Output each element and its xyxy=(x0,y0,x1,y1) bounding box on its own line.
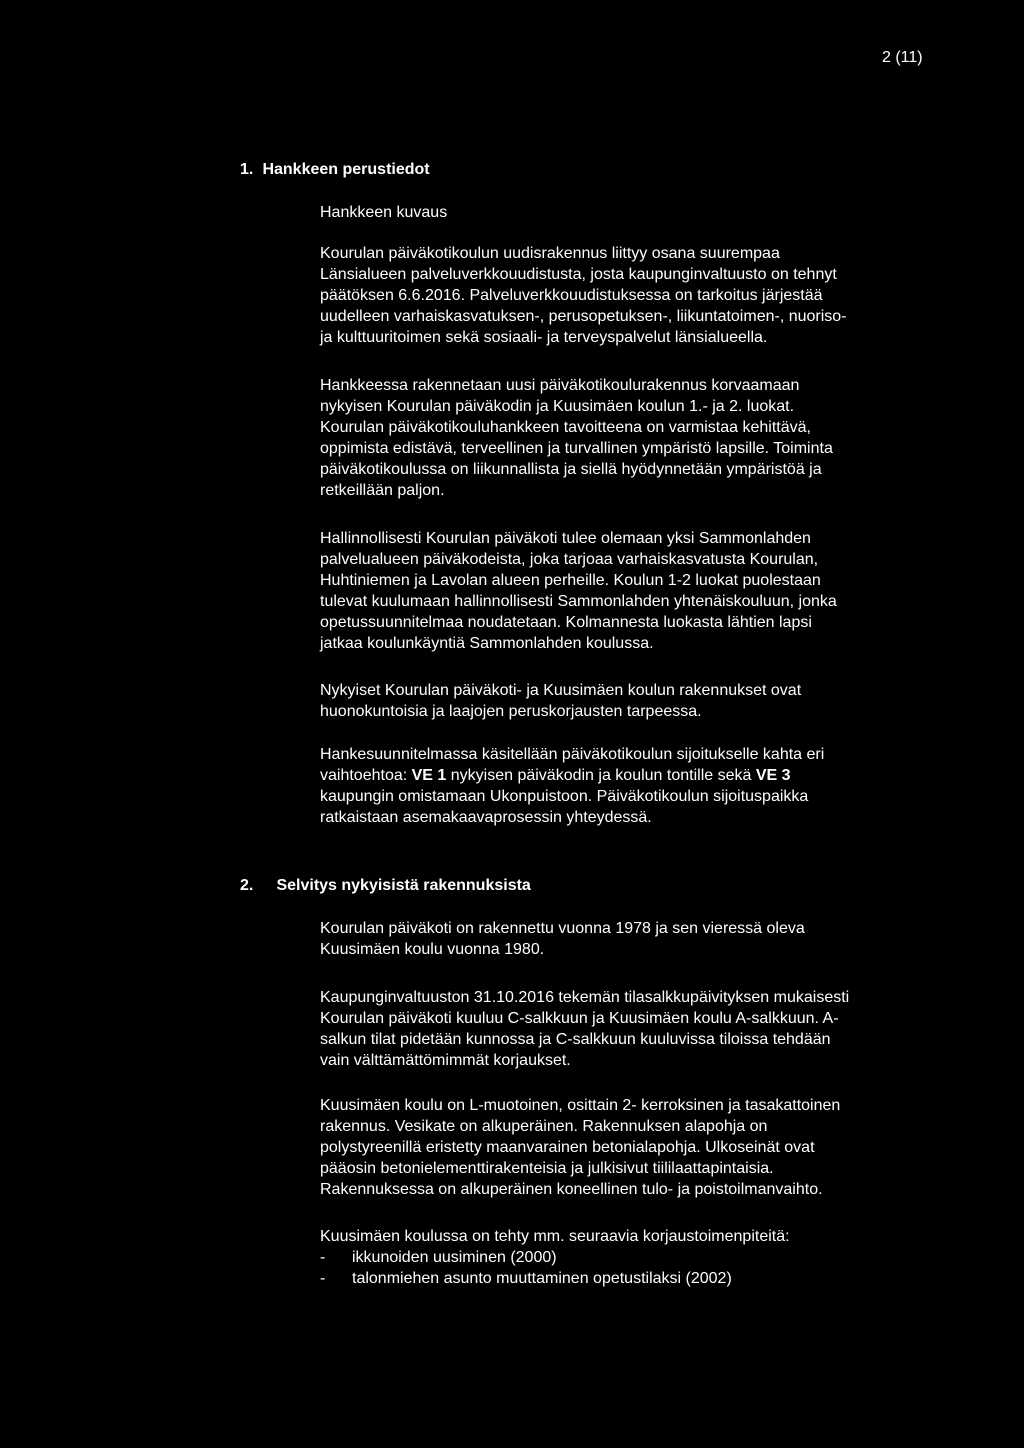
text-line: salkun tilat pidetään kunnossa ja C-salkkuun kuuluvissa tiloissa tehdään xyxy=(320,1031,831,1048)
section-2-title: Selvitys nykyisistä rakennuksista xyxy=(276,877,531,894)
text-line: nykyisen Kourulan päiväkodin ja Kuusimäen koulun 1.- ja 2. luokat. xyxy=(320,398,795,415)
list-item xyxy=(320,1268,732,1289)
section-1-number: 1. xyxy=(240,161,254,178)
section-1-paragraph-2 xyxy=(320,375,960,501)
text-line: Kourulan päiväkoti on rakennettu vuonna 1978 ja sen vieressä oleva xyxy=(320,920,805,937)
section-1-title: Hankkeen perustiedot xyxy=(262,161,430,178)
text-line: pääosin betonielementtirakenteisia ja julkisivut tiililaattapintaisia. xyxy=(320,1160,774,1177)
text-fragment: nykyisen päiväkodin ja koulun tontille sekä xyxy=(446,767,756,784)
text-line: Rakennuksessa on alkuperäinen koneellinen tulo- ja poistoilmanvaihto. xyxy=(320,1181,823,1198)
text-line: Länsialueen palveluverkkouudistusta, josta kaupunginvaltuusto on tehnyt xyxy=(320,266,837,283)
list-item-text: ikkunoiden uusiminen (2000) xyxy=(352,1249,557,1266)
text-line: vain välttämättömimmät korjaukset. xyxy=(320,1052,571,1069)
text-line xyxy=(320,765,960,786)
text-line: tulevat kuulumaan hallinnollisesti Sammonlahden yhtenäiskouluun, jonka xyxy=(320,593,837,610)
section-1-paragraph-5 xyxy=(320,744,960,828)
section-2-paragraph-1 xyxy=(320,918,960,960)
text-line: rakennus. Vesikate on alkuperäinen. Rakennuksen alapohja on xyxy=(320,1118,768,1135)
text-line: ratkaistaan asemakaavaprosessin yhteydessä. xyxy=(320,809,652,826)
list-item-text: talonmiehen asunto muuttaminen opetustilaksi (2002) xyxy=(352,1270,732,1287)
section-2-paragraph-4: Kuusimäen koulussa on tehty mm. seuraavia korjaustoimenpiteitä: xyxy=(320,1228,790,1245)
text-line: polystyreenillä eristetty maanvarainen betonialapohja. Ulkoseinät ovat xyxy=(320,1139,815,1156)
repair-list xyxy=(320,1247,732,1289)
list-dash: - xyxy=(320,1249,326,1266)
section-2-paragraph-2 xyxy=(320,987,960,1071)
section-2-paragraph-3 xyxy=(320,1095,960,1200)
text-line: Kourulan päiväkoti kuuluu C-salkkuun ja Kuusimäen koulu A-salkkuun. A- xyxy=(320,1010,839,1027)
text-line: oppimista edistävä, terveellinen ja turvallinen ympäristö lapsille. Toiminta xyxy=(320,440,833,457)
section-1-subheading: Hankkeen kuvaus xyxy=(320,204,448,221)
text-line: Hallinnollisesti Kourulan päiväkoti tulee olemaan yksi Sammonlahden xyxy=(320,530,811,547)
text-line: ja kulttuuritoimen sekä sosiaali- ja terveyspalvelut länsialueella. xyxy=(320,329,768,346)
option-ve1: VE 1 xyxy=(411,767,447,784)
section-1-paragraph-1 xyxy=(320,243,960,348)
section-2-heading xyxy=(240,876,531,896)
section-1-heading xyxy=(240,160,430,180)
text-line: Nykyiset Kourulan päiväkoti- ja Kuusimäen koulun rakennukset ovat xyxy=(320,682,802,699)
text-line: kaupungin omistamaan Ukonpuistoon. Päiväkotikoulun sijoituspaikka xyxy=(320,788,809,805)
text-line: huonokuntoisia ja laajojen peruskorjausten tarpeessa. xyxy=(320,703,702,720)
section-1-paragraph-4 xyxy=(320,680,960,722)
text-line: päätöksen 6.6.2016. Palveluverkkouudistuksessa on tarkoitus järjestää xyxy=(320,287,823,304)
text-line: palvelualueen päiväkodeista, joka tarjoaa varhaiskasvatusta Kourulan, xyxy=(320,551,819,568)
text-line: Hankesuunnitelmassa käsitellään päiväkotikoulun sijoitukselle kahta eri xyxy=(320,746,825,763)
text-line: Kaupunginvaltuuston 31.10.2016 tekemän tilasalkkupäivityksen mukaisesti xyxy=(320,989,850,1006)
text-line: päiväkotikoulussa on liikunnallista ja siellä hyödynnetään ympäristöä ja xyxy=(320,461,822,478)
text-line: retkeillään paljon. xyxy=(320,482,445,499)
text-line: jatkaa koulunkäyntiä Sammonlahden koulussa. xyxy=(320,635,654,652)
list-item xyxy=(320,1247,732,1268)
text-line: Huhtiniemen ja Lavolan alueen perheille. Koulun 1-2 luokat puolestaan xyxy=(320,572,821,589)
text-fragment: vaihtoehtoa: xyxy=(320,767,412,784)
text-line: Kourulan päiväkotikouluhankkeen tavoitteena on varmistaa kehittävä, xyxy=(320,419,811,436)
text-line: opetussuunnitelmaa noudatetaan. Kolmannesta luokasta lähtien lapsi xyxy=(320,614,812,631)
text-line: uudelleen varhaiskasvatuksen-, perusopetuksen-, liikuntatoimen-, nuoriso- xyxy=(320,308,847,325)
section-2-number: 2. xyxy=(240,877,254,894)
text-line: Kourulan päiväkotikoulun uudisrakennus liittyy osana suurempaa xyxy=(320,245,780,262)
text-line: Kuusimäen koulu on L-muotoinen, osittain 2- kerroksinen ja tasakattoinen xyxy=(320,1097,841,1114)
text-line: Kuusimäen koulu vuonna 1980. xyxy=(320,941,545,958)
list-dash: - xyxy=(320,1270,326,1287)
section-1-paragraph-3 xyxy=(320,528,960,654)
text-line: Hankkeessa rakennetaan uusi päiväkotikoulurakennus korvaamaan xyxy=(320,377,800,394)
option-ve3: VE 3 xyxy=(755,767,791,784)
page-number: 2 (11) xyxy=(882,49,923,66)
